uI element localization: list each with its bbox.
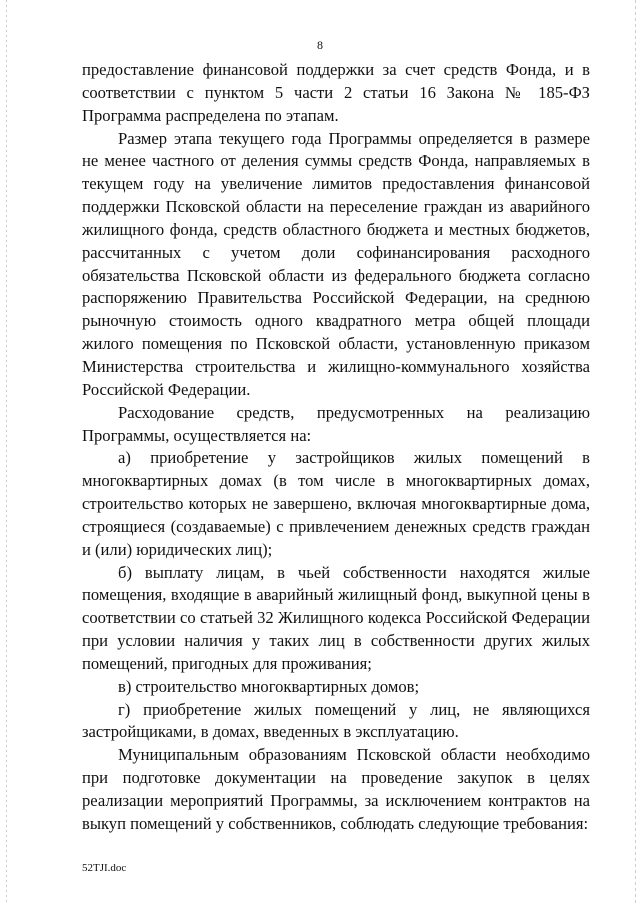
list-item-v: в) строительство многоквартирных домов; — [118, 676, 420, 696]
paragraph-stage-size: Размер этапа текущего года Программы определяется в размере не менее частного от деления суммы средств Фонда, направляемых в текущем году на увеличение лимитов предоставления финансовой поддержки Псковской области на переселение граждан из аварийного жилищного фонда, средств областного бюджета и местных бюджетов, рассчитанных с учетом доли софинансирования расходного обязательства Псковской области из федерального бюджета согласно распоряжению Правительства Российской Федерации, на среднюю рыночную стоимость одного квадратного метра общей площади жилого помещения по Псковской области, установленную приказом Министерства строительства и жилищно-коммунального хозяйства Российской Федерации. — [82, 128, 590, 399]
list-item-g: г) приобретение жилых помещений у лиц, не являющихся застройщиками, в домах, введенных в эксплуатацию. — [82, 699, 590, 742]
scan-edge-right — [635, 0, 636, 905]
scan-edge-left — [6, 0, 7, 905]
paragraph-continuation: предоставление финансовой поддержки за счет средств Фонда, и в соответствии с пунктом 5 части 2 статьи 16 Закона № 185-ФЗ Программа распределена по этапам. — [82, 60, 590, 125]
list-item-b: б) выплату лицам, в чьей собственности находятся жилые помещения, входящие в аварийный жилищный фонд, выкупной цены в соответствии со статьей 32 Жилищного кодекса Российской Федерации при условии наличия у таких лиц в собственности других жилых помещений, пригодных для проживания; — [82, 562, 590, 673]
page-number: 8 — [317, 38, 323, 52]
list-item-a: а) приобретение у застройщиков жилых помещений в многоквартирных домах (в том числе в многоквартирных домах, строительство которых не завершено, включая многоквартирные дома, строящиеся (создаваемые) с привлечением денежных средств граждан и (или) юридических лиц); — [82, 448, 590, 559]
footer-filename: 52TJI.doc — [82, 862, 127, 874]
paragraph-municipal-requirements: Муниципальным образованиям Псковской области необходимо при подготовке документации на проведение закупок в целях реализации мероприятий Программы, за исключением контрактов на выкуп помещений у собственников, соблюдать следующие требования: — [82, 745, 590, 833]
document-body — [82, 59, 590, 836]
paragraph-spending-intro: Расходование средств, предусмотренных на реализацию Программы, осуществляется на: — [82, 402, 590, 445]
